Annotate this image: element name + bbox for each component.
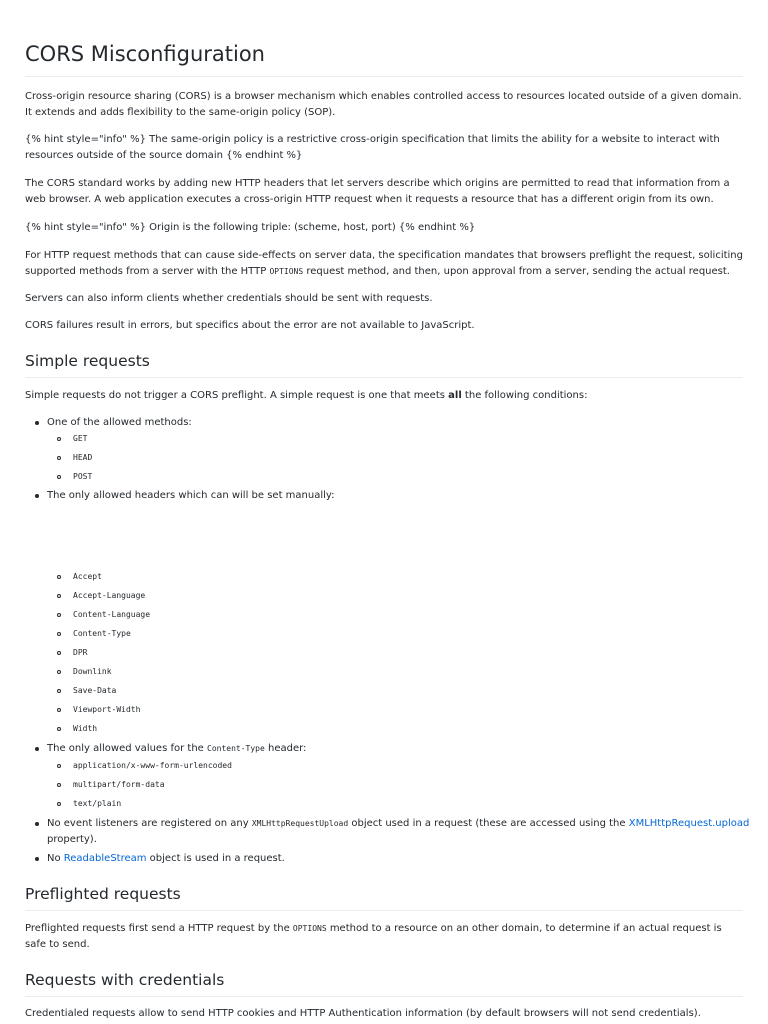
header-accept-language: Accept-Language (73, 591, 146, 600)
text: Simple requests do not trigger a CORS preflight. A simple request is one that meets (25, 390, 449, 401)
intro-paragraph-3 (25, 248, 745, 280)
headers-label: The only allowed headers which can will be set manually: (47, 490, 335, 501)
hint-origin-triple: {% hint style="info" %} Origin is the following triple: (scheme, host, port) {% endhint %} (25, 222, 476, 233)
ct-urlencoded: application/x-www-form-urlencoded (73, 761, 232, 770)
circle-bullet (57, 575, 61, 579)
method-head: HEAD (73, 453, 93, 462)
circle-bullet (57, 475, 61, 479)
text: the following conditions: (461, 390, 588, 401)
text: For HTTP request methods that can cause side-effects on server data, the specification mandates that browsers preflight the request, soliciting supported methods from a server with the HTTP (25, 250, 743, 277)
simple-rule (25, 377, 743, 378)
circle-bullet (57, 613, 61, 617)
header-accept: Accept (73, 572, 102, 581)
bullet (35, 857, 39, 861)
text: The only allowed values for the (47, 743, 207, 754)
heading-requests-with-credentials: Requests with credentials (25, 971, 225, 989)
header-content-type: Content-Type (73, 629, 131, 638)
circle-bullet (57, 802, 61, 806)
ct-multipart: multipart/form-data (73, 780, 165, 789)
simple-intro (25, 388, 587, 404)
circle-bullet (57, 689, 61, 693)
circle-bullet (57, 594, 61, 598)
strong-all: all (448, 390, 462, 401)
preflighted-paragraph (25, 921, 745, 953)
circle-bullet (57, 651, 61, 655)
hint-same-origin: {% hint style="info" %} The same-origin policy is a restrictive cross-origin specification that limits the ability for a website to interact with resources outside of the source domain {% endhint %} (25, 134, 720, 161)
listeners-line-2: property). (47, 834, 97, 845)
credentials-paragraph: Credentialed requests allow to send HTTP cookies and HTTP Authentication information (by default browsers will not send credentials). (25, 1008, 701, 1019)
inline-code-options: OPTIONS (269, 267, 304, 276)
stream-line (47, 851, 285, 867)
bullet (35, 822, 39, 826)
intro-paragraph-1: Cross-origin resource sharing (CORS) is a browser mechanism which enables controlled access to resources located outside of a given domain. It extends and adds flexibility to the same-origin policy (SOP). (25, 91, 742, 118)
inline-code-xhr-upload: XMLHttpRequestUpload (251, 819, 349, 828)
inline-code-options: OPTIONS (292, 924, 327, 933)
methods-label: One of the allowed methods: (47, 417, 192, 428)
page-title: CORS Misconfiguration (25, 42, 265, 66)
ct-text-plain: text/plain (73, 799, 122, 808)
bullet (35, 421, 39, 425)
text: method to a resource on an other domain, to determine if an actual request is safe to send. (25, 923, 722, 950)
header-downlink: Downlink (73, 667, 112, 676)
text: header: (264, 743, 307, 754)
text: No event listeners are registered on any (47, 818, 252, 829)
header-width: Width (73, 724, 98, 733)
circle-bullet (57, 708, 61, 712)
intro-paragraph-4: Servers can also inform clients whether credentials should be sent with requests. (25, 293, 433, 304)
circle-bullet (57, 456, 61, 460)
title-rule (25, 76, 743, 77)
text: No (47, 853, 64, 864)
listeners-line (47, 816, 749, 832)
heading-preflighted-requests: Preflighted requests (25, 885, 181, 903)
circle-bullet (57, 670, 61, 674)
header-viewport-width: Viewport-Width (73, 705, 141, 714)
method-get: GET (73, 434, 88, 443)
link-xhr-upload[interactable]: XMLHttpRequest.upload (628, 818, 750, 829)
intro-paragraph-5: CORS failures result in errors, but specifics about the error are not available to JavaScript. (25, 320, 475, 331)
circle-bullet (57, 632, 61, 636)
bullet (35, 747, 39, 751)
text: object is used in a request. (146, 853, 285, 864)
text: Preflighted requests first send a HTTP request by the (25, 923, 293, 934)
text: object used in a request (these are accessed using the (348, 818, 629, 829)
header-dpr: DPR (73, 648, 88, 657)
link-readable-stream[interactable]: ReadableStream (63, 853, 147, 864)
circle-bullet (57, 764, 61, 768)
header-save-data: Save-Data (73, 686, 117, 695)
inline-code-content-type: Content-Type (207, 744, 265, 753)
intro-paragraph-2: The CORS standard works by adding new HTTP headers that let servers describe which origins are permitted to read that information from a web browser. A web application executes a cross-origin HTTP request when it requests a resource that has a different origin from its own. (25, 178, 730, 205)
circle-bullet (57, 783, 61, 787)
credentials-rule (25, 996, 743, 997)
method-post: POST (73, 472, 93, 481)
content-type-label (47, 741, 306, 757)
circle-bullet (57, 437, 61, 441)
header-content-language: Content-Language (73, 610, 151, 619)
heading-simple-requests: Simple requests (25, 352, 150, 370)
text: request method, and then, upon approval from a server, sending the actual request. (303, 266, 730, 277)
preflighted-rule (25, 910, 743, 911)
bullet (35, 494, 39, 498)
circle-bullet (57, 727, 61, 731)
